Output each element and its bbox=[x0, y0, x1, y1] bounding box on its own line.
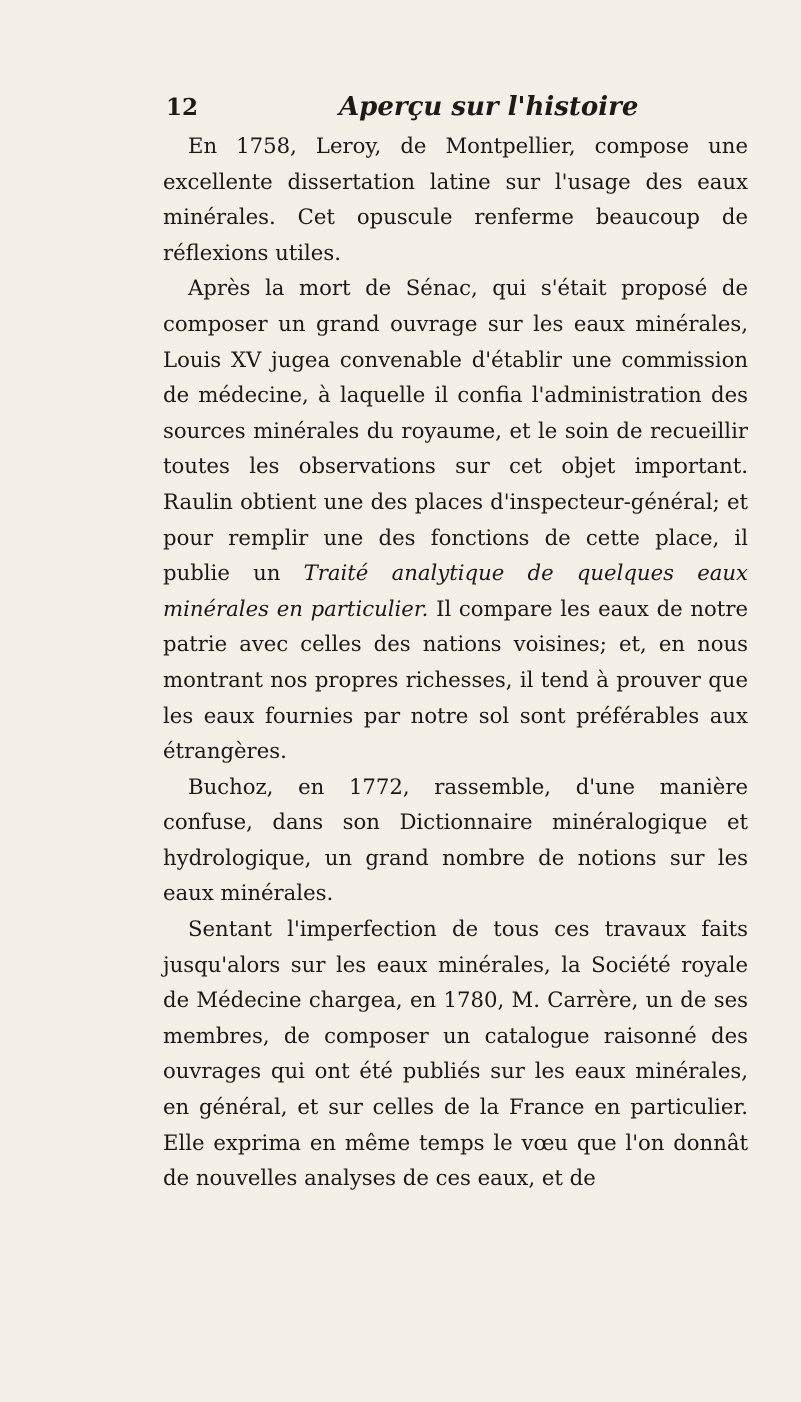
body-text bbox=[163, 128, 748, 1196]
paragraph-societe-royale bbox=[163, 911, 748, 1196]
paragraph-text: Sentant l'imperfection de tous ces travaux faits jusqu'alors sur les eaux minérales, la Société royale de Médecine chargea, en 1780, M. Carrère, un de ses membres, de composer un catalogue raisonné des ouvrages qui ont été publiés sur les eaux minérales, en général, et sur celles de la France en particulier. Elle exprima en même temps le vœu que l'on donnât de nouvelles analyses de ces eaux, et de bbox=[163, 916, 748, 1191]
paragraph-text: Il compare les eaux de notre patrie avec celles des nations voisines; et, en nous montrant nos propres richesses, il tend à prouver que les eaux fournies par notre sol sont préférables aux étrangères. bbox=[163, 595, 748, 764]
page-header bbox=[152, 84, 742, 124]
running-title: Aperçu sur l'histoire bbox=[339, 92, 639, 122]
paragraph-text: Après la mort de Sénac, qui s'était proposé de composer un grand ouvrage sur les eaux minérales, Louis XV jugea convenable d'établir une commission de médecine, à laquelle il confia l'administration des sources minérales du royaume, et le soin de recueillir toutes les observations sur cet objet important. Raulin obtient une des places d'inspecteur-général; et pour remplir une des fonctions de cette place, il publie un bbox=[163, 275, 748, 586]
paragraph-text: Buchoz, en 1772, rassemble, d'une manière confuse, dans son Dictionnaire minéralogique et hydrologique, un grand nombre de notions sur les eaux minérales. bbox=[163, 773, 748, 906]
paragraph-senac bbox=[163, 270, 748, 768]
paragraph-leroy bbox=[163, 128, 748, 270]
book-title-italic: Traité analytique de quelques eaux minérales en particulier. bbox=[163, 560, 748, 621]
paragraph-buchoz bbox=[163, 769, 748, 911]
paragraph-text: En 1758, Leroy, de Montpellier, compose une excellente dissertation latine sur l'usage des eaux minérales. Cet opuscule renferme beaucoup de réflexions utiles. bbox=[163, 133, 748, 265]
page-number: 12 bbox=[166, 94, 199, 121]
